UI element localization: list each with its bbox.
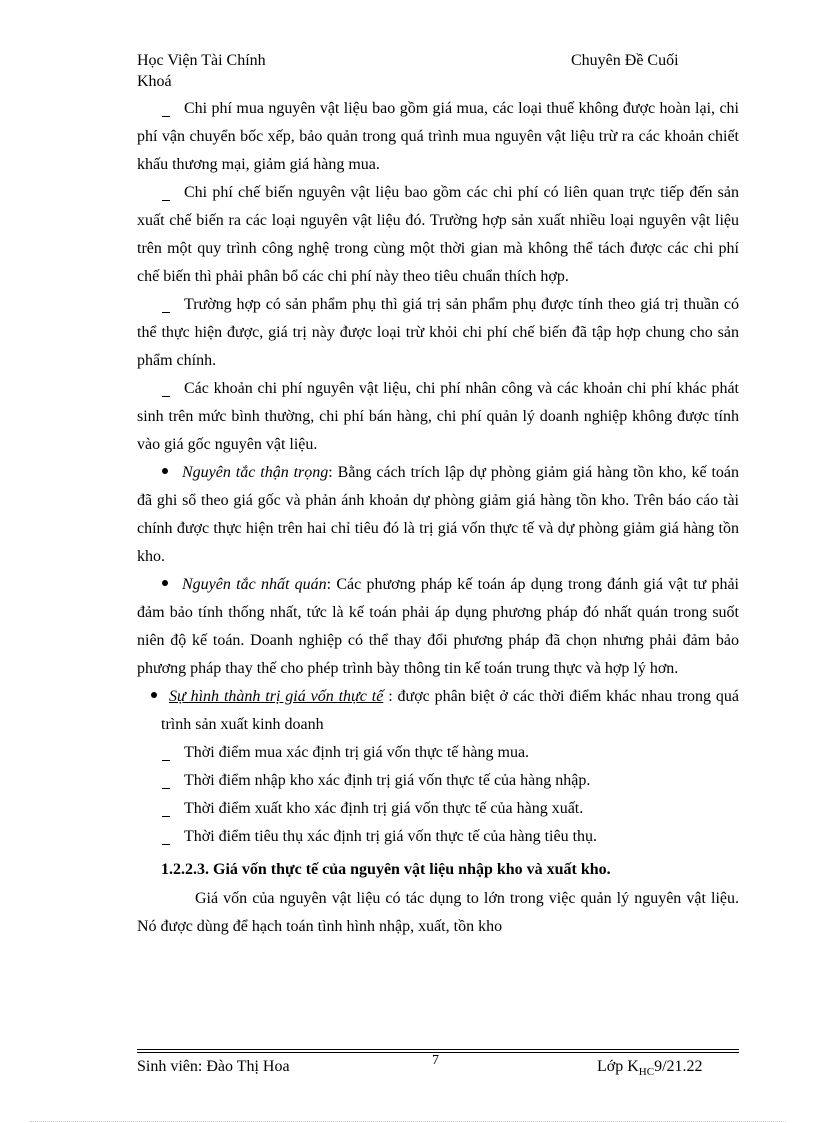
list-item-sale-time: Thời điểm tiêu thụ xác định trị giá vốn thực tế của hàng tiêu thụ. [137, 823, 739, 851]
consistency-label: Nguyên tắc nhất quán [182, 576, 327, 593]
section-heading: 1.2.2.3. Giá vốn thực tế của nguyên vật liệu nhập kho và xuất kho. [161, 861, 611, 878]
list-item-issue-time: Thời điểm xuất kho xác định trị giá vốn thực tế của hàng xuất. [137, 795, 739, 823]
dash-icon [162, 312, 170, 313]
page-edge-divider [30, 1121, 786, 1122]
dash-icon [162, 116, 170, 117]
prudence-label: Nguyên tắc thận trọng [182, 464, 329, 481]
dash-icon [162, 396, 170, 397]
footer-rule [137, 1049, 739, 1050]
paragraph-excluded-costs: Các khoản chi phí nguyên vật liệu, chi phí nhân công và các khoản chi phí khác phát sinh trên mức bình thường, chi phí bán hàng, chi phí quản lý doanh nghiệp không được tính vào giá gốc nguyên vật liệu. [137, 380, 739, 453]
list-item-receipt-time: Thời điểm nhập kho xác định trị giá vốn thực tế của hàng nhập. [137, 767, 739, 795]
bullet-icon [162, 468, 168, 474]
paragraph-consistency-principle: Nguyên tắc nhất quán: Các phương pháp kế toán áp dụng trong đánh giá vật tư phải đảm bảo tính thống nhất, tức là kế toán phải áp dụng phương pháp đó nhất quán trong suốt niên độ kế toán. Doanh nghiệp có thể thay đổi phương pháp đã chọn nhưng phải đảm bảo phương pháp thay thế cho phép trình bày thông tin kế toán trung thực và hợp lý hơn. [137, 576, 739, 677]
dash-icon [162, 844, 170, 845]
bullet-icon [151, 692, 157, 698]
paragraph-cost-value: Giá vốn của nguyên vật liệu có tác dụng to lớn trong việc quản lý nguyên vật liệu. Nó được dùng để hạch toán tình hình nhập, xuất, tồn kho [137, 890, 739, 935]
bullet-icon [162, 580, 168, 586]
dash-icon [162, 816, 170, 817]
paragraph-cost-formation: Sự hình thành trị giá vốn thực tế : được phân biệt ở các thời điểm khác nhau trong quá trình sản xuất kinh doanh [137, 683, 739, 739]
paragraph-processing-cost: Chi phí chế biến nguyên vật liệu bao gồm các chi phí có liên quan trực tiếp đến sản xuất chế biến ra các loại nguyên vật liệu đó. Trường hợp sản xuất nhiều loại nguyên vật liệu trên một quy trình công nghệ trong cùng một thời gian mà không thể tách được các chi phí chế biến thì phải phân bổ các chi phí này theo tiêu chuẩn thích hợp. [137, 184, 739, 285]
paragraph-by-product: Trường hợp có sản phẩm phụ thì giá trị sản phẩm phụ được tính theo giá trị thuần có thể thực hiện được, giá trị này được loại trừ khỏi chi phí chế biến đã tập hợp chung cho sản phẩm chính. [137, 296, 739, 369]
header-title: Chuyên Đề Cuối [571, 52, 679, 69]
paragraph-purchase-cost: Chi phí mua nguyên vật liệu bao gồm giá mua, các loại thuế không được hoàn lại, chi phí vận chuyển bốc xếp, bảo quản trong quá trình mua nguyên vật liệu trừ ra các khoản chiết khấu thương mại, giảm giá hàng mua. [137, 100, 739, 173]
paragraph-prudence-principle: Nguyên tắc thận trọng: Bằng cách trích lập dự phòng giảm giá hàng tồn kho, kế toán đã ghi sổ theo giá gốc và phản ánh khoản dự phòng giảm giá hàng tồn kho. Trên báo cáo tài chính được thực hiện trên hai chỉ tiêu đó là trị giá vốn thực tế và dự phòng giảm giá hàng tồn kho. [137, 464, 740, 565]
header-title-cont: Khoá [137, 73, 172, 90]
list-item-purchase-time: Thời điểm mua xác định trị giá vốn thực tế hàng mua. [137, 739, 739, 767]
header-school: Học Viện Tài Chính [137, 52, 266, 69]
dash-icon [162, 200, 170, 201]
dash-icon [162, 788, 170, 789]
cost-formation-label: Sự hình thành trị giá vốn thực tế [169, 688, 384, 705]
footer-class: Lớp $K_{HC}9/21.22$ [597, 1058, 703, 1078]
dash-icon [162, 760, 170, 761]
footer-student: Sinh viên: Đào Thị Hoa [137, 1058, 290, 1075]
document-body [137, 95, 739, 941]
page-number: 7 [432, 1053, 439, 1068]
